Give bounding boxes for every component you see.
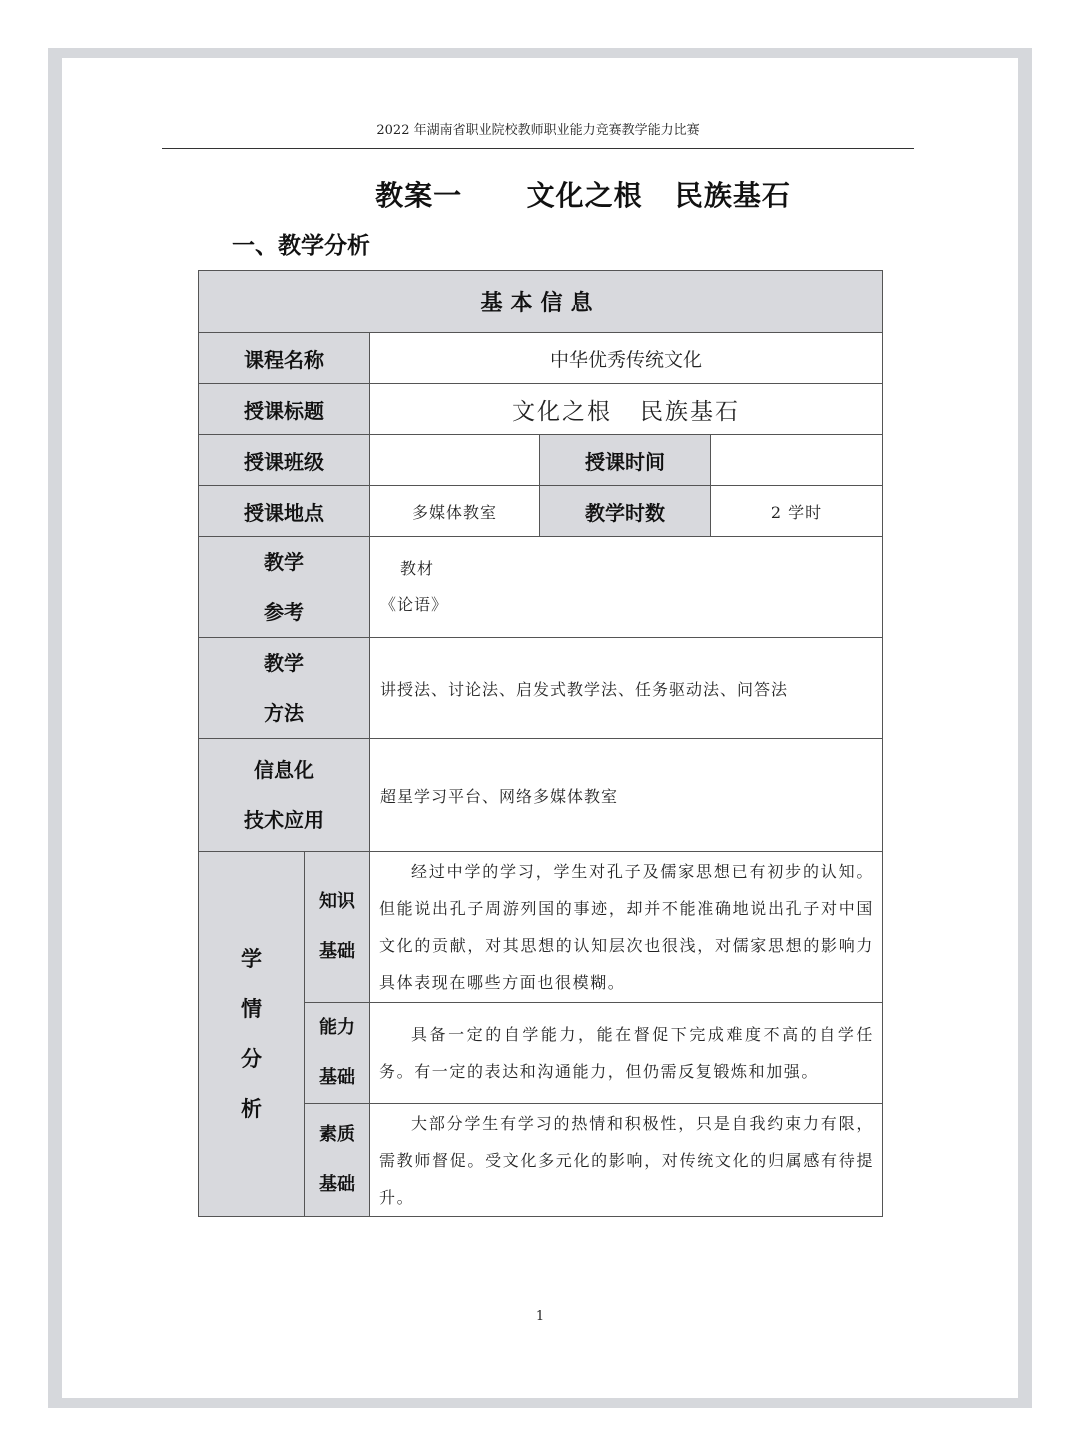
- class-value: [370, 435, 540, 486]
- course-name-value: 中华优秀传统文化: [370, 333, 883, 384]
- quality-label-line2: 基础: [319, 1174, 355, 1195]
- table-row-location-hours: [199, 486, 883, 537]
- class-label: 授课班级: [199, 435, 370, 486]
- table-row-banner: [199, 271, 883, 333]
- quality-label-line1: 素质: [319, 1124, 355, 1145]
- table-banner: 基本信息: [199, 271, 883, 333]
- basic-info-table: [198, 270, 883, 1217]
- reference-label-line1: 教学: [264, 550, 304, 574]
- analysis-label: [199, 852, 305, 1217]
- lesson-title-label: 授课标题: [199, 384, 370, 435]
- knowledge-label-line1: 知识: [319, 891, 355, 912]
- course-name-label: 课程名称: [199, 333, 370, 384]
- table-row-lesson-title: [199, 384, 883, 435]
- reference-label-line2: 参考: [264, 600, 304, 624]
- analysis-label-char: 学: [241, 947, 262, 971]
- hours-label: 教学时数: [540, 486, 711, 537]
- knowledge-text: 经过中学的学习，学生对孔子及儒家思想已有初步的认知。但能说出孔子周游列国的事迹，却并不能准确地说出孔子对中国文化的贡献，对其思想的认知层次也很浅，对儒家思想的影响力具体表现在哪些方面也很模糊。: [370, 852, 883, 1003]
- document-title: 教案一 文化之根 民族基石: [375, 179, 791, 212]
- table-row-course-name: [199, 333, 883, 384]
- ability-label-stack: [319, 1003, 355, 1103]
- analysis-label-char: 情: [241, 997, 262, 1021]
- location-label: 授课地点: [199, 486, 370, 537]
- section-heading: 一、教学分析: [232, 233, 370, 259]
- ability-label-line1: 能力: [319, 1017, 355, 1038]
- ability-label-line2: 基础: [319, 1067, 355, 1088]
- tech-label-stack: [244, 745, 324, 845]
- reference-value-line1: 教材: [400, 559, 435, 578]
- running-header: 2022 年湖南省职业院校教师职业能力竞赛教学能力比赛: [376, 123, 700, 138]
- reference-value-line2: 《论语》: [380, 595, 449, 614]
- table-row-tech: [199, 739, 883, 852]
- analysis-label-char: 分: [241, 1047, 262, 1071]
- hours-value: 2 学时: [711, 486, 883, 537]
- reference-label-stack: [264, 537, 304, 637]
- tech-label-line2: 技术应用: [244, 808, 324, 832]
- knowledge-label: [305, 852, 370, 1003]
- table-row-knowledge: [199, 852, 883, 1003]
- time-value: [711, 435, 883, 486]
- knowledge-label-stack: [319, 877, 355, 977]
- quality-label: [305, 1104, 370, 1217]
- method-label-line1: 教学: [264, 651, 304, 675]
- location-value: 多媒体教室: [370, 486, 540, 537]
- quality-label-stack: [319, 1110, 355, 1210]
- tech-label-line1: 信息化: [254, 758, 314, 782]
- method-label-stack: [264, 638, 304, 738]
- reference-value: [370, 537, 883, 638]
- page-number: 1: [535, 1309, 545, 1324]
- reference-label: [199, 537, 370, 638]
- method-value: 讲授法、讨论法、启发式教学法、任务驱动法、问答法: [370, 638, 883, 739]
- analysis-label-stack: [241, 934, 262, 1134]
- table-row-method: [199, 638, 883, 739]
- ability-text: 具备一定的自学能力，能在督促下完成难度不高的自学任务。有一定的表达和沟通能力，但仍需反复锻炼和加强。: [370, 1003, 883, 1104]
- time-label: 授课时间: [540, 435, 711, 486]
- header-rule: [162, 148, 914, 149]
- quality-text: 大部分学生有学习的热情和积极性，只是自我约束力有限，需教师督促。受文化多元化的影响，对传统文化的归属感有待提升。: [370, 1104, 883, 1217]
- analysis-label-char: 析: [241, 1097, 262, 1121]
- lesson-title-value: 文化之根 民族基石: [370, 384, 883, 435]
- knowledge-label-line2: 基础: [319, 941, 355, 962]
- method-label-line2: 方法: [264, 701, 304, 725]
- ability-label: [305, 1003, 370, 1104]
- table-row-class-time: [199, 435, 883, 486]
- table-row-reference: [199, 537, 883, 638]
- method-label: [199, 638, 370, 739]
- tech-value: 超星学习平台、网络多媒体教室: [370, 739, 883, 852]
- tech-label: [199, 739, 370, 852]
